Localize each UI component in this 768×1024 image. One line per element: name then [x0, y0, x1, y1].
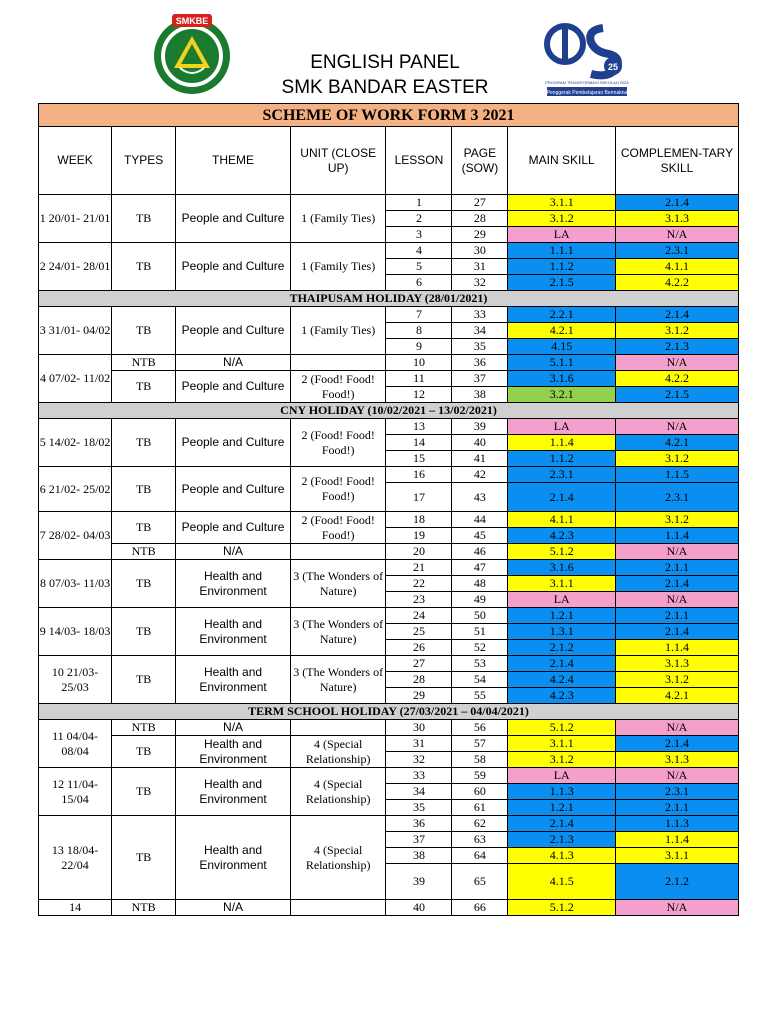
page-cell: 42: [452, 467, 508, 483]
page-cell: 57: [452, 736, 508, 752]
page-cell: 65: [452, 864, 508, 900]
main-skill-cell: 4.1.1: [508, 512, 616, 528]
lesson-cell: 32: [386, 752, 452, 768]
header-theme: THEME: [176, 127, 291, 195]
theme-cell: Health and Environment: [176, 560, 291, 608]
unit-cell: 3 (The Wonders of Nature): [290, 608, 386, 656]
page-cell: 50: [452, 608, 508, 624]
page-header: [0, 0, 768, 100]
comp-skill-cell: N/A: [616, 720, 739, 736]
type-cell: TB: [112, 816, 176, 900]
type-cell: NTB: [112, 720, 176, 736]
main-skill-cell: 3.2.1: [508, 387, 616, 403]
unit-cell: 3 (The Wonders of Nature): [290, 656, 386, 704]
main-skill-cell: 3.1.1: [508, 576, 616, 592]
week-cell: 5 14/02- 18/02: [39, 419, 112, 467]
main-skill-cell: 4.2.4: [508, 672, 616, 688]
comp-skill-cell: N/A: [616, 419, 739, 435]
main-skill-cell: 4.1.3: [508, 848, 616, 864]
type-cell: TB: [112, 419, 176, 467]
page-cell: 40: [452, 435, 508, 451]
lesson-cell: 17: [386, 483, 452, 512]
logo-banner: Penggerak Pembelajaran Bermakna: [546, 90, 628, 96]
main-skill-cell: 1.1.1: [508, 243, 616, 259]
main-skill-cell: 2.1.2: [508, 640, 616, 656]
lesson-cell: 34: [386, 784, 452, 800]
scheme-of-work-table: [38, 103, 739, 916]
main-skill-cell: 1.1.2: [508, 259, 616, 275]
logo-number: 25: [607, 62, 619, 72]
unit-cell: 1 (Family Ties): [290, 307, 386, 355]
unit-cell: [290, 720, 386, 736]
main-skill-cell: 4.1.5: [508, 864, 616, 900]
theme-cell: Health and Environment: [176, 608, 291, 656]
main-skill-cell: 4.15: [508, 339, 616, 355]
main-skill-cell: 1.1.4: [508, 435, 616, 451]
logo-caption: PROGRAM TRANSFORMASI SEKOLAH 2025: [545, 80, 629, 85]
comp-skill-cell: N/A: [616, 900, 739, 916]
unit-cell: 2 (Food! Food! Food!): [290, 467, 386, 512]
type-cell: TB: [112, 768, 176, 816]
type-cell: TB: [112, 307, 176, 355]
comp-skill-cell: 3.1.3: [616, 211, 739, 227]
main-skill-cell: 1.1.3: [508, 784, 616, 800]
page-cell: 34: [452, 323, 508, 339]
lesson-cell: 2: [386, 211, 452, 227]
comp-skill-cell: N/A: [616, 227, 739, 243]
week-cell: 3 31/01- 04/02: [39, 307, 112, 355]
comp-skill-cell: 1.1.4: [616, 832, 739, 848]
comp-skill-cell: 2.1.1: [616, 800, 739, 816]
header-comp-skill: COMPLEMEN-TARY SKILL: [616, 127, 739, 195]
header-main-skill: MAIN SKILL: [508, 127, 616, 195]
page-cell: 39: [452, 419, 508, 435]
page-cell: 55: [452, 688, 508, 704]
main-skill-cell: 2.3.1: [508, 467, 616, 483]
comp-skill-cell: 1.1.3: [616, 816, 739, 832]
theme-cell: N/A: [176, 544, 291, 560]
lesson-cell: 38: [386, 848, 452, 864]
main-skill-cell: LA: [508, 592, 616, 608]
comp-skill-cell: 2.3.1: [616, 243, 739, 259]
page-cell: 33: [452, 307, 508, 323]
type-cell: TB: [112, 560, 176, 608]
main-skill-cell: 5.1.2: [508, 900, 616, 916]
page-cell: 45: [452, 528, 508, 544]
lesson-cell: 7: [386, 307, 452, 323]
comp-skill-cell: 2.1.1: [616, 608, 739, 624]
holiday-row-thaipusam: THAIPUSAM HOLIDAY (28/01/2021): [39, 291, 739, 307]
week-cell: 10 21/03- 25/03: [39, 656, 112, 704]
lesson-cell: 4: [386, 243, 452, 259]
lesson-cell: 30: [386, 720, 452, 736]
main-skill-cell: 3.1.2: [508, 211, 616, 227]
week-cell: 14: [39, 900, 112, 916]
unit-cell: [290, 900, 386, 916]
type-cell: TB: [112, 467, 176, 512]
week-cell: 6 21/02- 25/02: [39, 467, 112, 512]
main-skill-cell: LA: [508, 227, 616, 243]
comp-skill-cell: 2.1.4: [616, 624, 739, 640]
theme-cell: People and Culture: [176, 307, 291, 355]
lesson-cell: 5: [386, 259, 452, 275]
main-skill-cell: LA: [508, 419, 616, 435]
comp-skill-cell: 2.1.5: [616, 387, 739, 403]
main-skill-cell: LA: [508, 768, 616, 784]
transformasi-logo: [543, 18, 631, 98]
main-skill-cell: 3.1.6: [508, 371, 616, 387]
unit-cell: 2 (Food! Food! Food!): [290, 419, 386, 467]
comp-skill-cell: 3.1.3: [616, 752, 739, 768]
page-cell: 46: [452, 544, 508, 560]
type-cell: TB: [112, 512, 176, 544]
header-lesson: LESSON: [386, 127, 452, 195]
page-cell: 59: [452, 768, 508, 784]
lesson-cell: 20: [386, 544, 452, 560]
main-skill-cell: 4.2.3: [508, 528, 616, 544]
page-cell: 54: [452, 672, 508, 688]
type-cell: NTB: [112, 355, 176, 371]
main-skill-cell: 4.2.3: [508, 688, 616, 704]
theme-cell: N/A: [176, 900, 291, 916]
comp-skill-cell: 3.1.2: [616, 451, 739, 467]
week-cell: 4 07/02- 11/02: [39, 355, 112, 403]
page-cell: 44: [452, 512, 508, 528]
page-cell: 47: [452, 560, 508, 576]
crest-lettering: SMKBE: [175, 16, 209, 26]
comp-skill-cell: 4.2.2: [616, 371, 739, 387]
theme-cell: People and Culture: [176, 467, 291, 512]
theme-cell: N/A: [176, 720, 291, 736]
main-skill-cell: 5.1.1: [508, 355, 616, 371]
comp-skill-cell: 2.3.1: [616, 784, 739, 800]
theme-cell: People and Culture: [176, 195, 291, 243]
week-cell: 1 20/01- 21/01: [39, 195, 112, 243]
page-cell: 28: [452, 211, 508, 227]
unit-cell: 4 (Special Relationship): [290, 736, 386, 768]
unit-cell: 4 (Special Relationship): [290, 768, 386, 816]
comp-skill-cell: 2.1.3: [616, 339, 739, 355]
type-cell: TB: [112, 736, 176, 768]
theme-cell: Health and Environment: [176, 768, 291, 816]
lesson-cell: 37: [386, 832, 452, 848]
main-skill-cell: 5.1.2: [508, 720, 616, 736]
lesson-cell: 21: [386, 560, 452, 576]
page-cell: 31: [452, 259, 508, 275]
comp-skill-cell: N/A: [616, 544, 739, 560]
main-skill-cell: 2.1.4: [508, 656, 616, 672]
lesson-cell: 29: [386, 688, 452, 704]
lesson-cell: 3: [386, 227, 452, 243]
comp-skill-cell: 3.1.1: [616, 848, 739, 864]
page-cell: 58: [452, 752, 508, 768]
unit-cell: 4 (Special Relationship): [290, 816, 386, 900]
week-cell: 7 28/02- 04/03: [39, 512, 112, 560]
type-cell: TB: [112, 371, 176, 403]
main-skill-cell: 4.2.1: [508, 323, 616, 339]
theme-cell: N/A: [176, 355, 291, 371]
theme-cell: Health and Environment: [176, 736, 291, 768]
page-cell: 48: [452, 576, 508, 592]
theme-cell: People and Culture: [176, 512, 291, 544]
page-cell: 30: [452, 243, 508, 259]
main-skill-cell: 3.1.6: [508, 560, 616, 576]
lesson-cell: 36: [386, 816, 452, 832]
lesson-cell: 19: [386, 528, 452, 544]
page-cell: 43: [452, 483, 508, 512]
holiday-row-term-break: TERM SCHOOL HOLIDAY (27/03/2021 – 04/04/2021): [39, 704, 739, 720]
week-cell: 9 14/03- 18/03: [39, 608, 112, 656]
type-cell: NTB: [112, 544, 176, 560]
page-cell: 61: [452, 800, 508, 816]
lesson-cell: 31: [386, 736, 452, 752]
comp-skill-cell: 3.1.2: [616, 672, 739, 688]
main-skill-cell: 2.1.4: [508, 483, 616, 512]
page-cell: 49: [452, 592, 508, 608]
main-skill-cell: 1.2.1: [508, 608, 616, 624]
page-cell: 37: [452, 371, 508, 387]
table-title: SCHEME OF WORK FORM 3 2021: [39, 104, 739, 127]
page-cell: 35: [452, 339, 508, 355]
comp-skill-cell: 3.1.2: [616, 512, 739, 528]
comp-skill-cell: 2.1.4: [616, 576, 739, 592]
page-cell: 36: [452, 355, 508, 371]
lesson-cell: 9: [386, 339, 452, 355]
week-cell: 12 11/04- 15/04: [39, 768, 112, 816]
comp-skill-cell: N/A: [616, 768, 739, 784]
lesson-cell: 33: [386, 768, 452, 784]
lesson-cell: 23: [386, 592, 452, 608]
type-cell: TB: [112, 656, 176, 704]
page-cell: 53: [452, 656, 508, 672]
main-skill-cell: 2.2.1: [508, 307, 616, 323]
page-cell: 41: [452, 451, 508, 467]
page-cell: 38: [452, 387, 508, 403]
header-unit: UNIT (CLOSE UP): [290, 127, 386, 195]
page-cell: 27: [452, 195, 508, 211]
lesson-cell: 11: [386, 371, 452, 387]
type-cell: TB: [112, 243, 176, 291]
lesson-cell: 18: [386, 512, 452, 528]
page-cell: 64: [452, 848, 508, 864]
panel-title-line1: ENGLISH PANEL: [310, 52, 460, 73]
page-cell: 51: [452, 624, 508, 640]
header-types: TYPES: [112, 127, 176, 195]
lesson-cell: 15: [386, 451, 452, 467]
lesson-cell: 26: [386, 640, 452, 656]
week-cell: 11 04/04- 08/04: [39, 720, 112, 768]
main-skill-cell: 1.3.1: [508, 624, 616, 640]
theme-cell: Health and Environment: [176, 816, 291, 900]
lesson-cell: 22: [386, 576, 452, 592]
lesson-cell: 8: [386, 323, 452, 339]
type-cell: TB: [112, 608, 176, 656]
theme-cell: People and Culture: [176, 419, 291, 467]
lesson-cell: 35: [386, 800, 452, 816]
panel-title: [250, 50, 520, 100]
comp-skill-cell: 1.1.4: [616, 640, 739, 656]
comp-skill-cell: 1.1.4: [616, 528, 739, 544]
main-skill-cell: 2.1.5: [508, 275, 616, 291]
comp-skill-cell: 4.2.2: [616, 275, 739, 291]
main-skill-cell: 3.1.2: [508, 752, 616, 768]
page-cell: 52: [452, 640, 508, 656]
unit-cell: 1 (Family Ties): [290, 243, 386, 291]
comp-skill-cell: 2.1.2: [616, 864, 739, 900]
page-cell: 29: [452, 227, 508, 243]
comp-skill-cell: 2.1.4: [616, 307, 739, 323]
type-cell: TB: [112, 195, 176, 243]
lesson-cell: 28: [386, 672, 452, 688]
comp-skill-cell: 2.3.1: [616, 483, 739, 512]
main-skill-cell: 5.1.2: [508, 544, 616, 560]
lesson-cell: 27: [386, 656, 452, 672]
unit-cell: 3 (The Wonders of Nature): [290, 560, 386, 608]
lesson-cell: 10: [386, 355, 452, 371]
page-cell: 60: [452, 784, 508, 800]
page-cell: 66: [452, 900, 508, 916]
header-page: PAGE (SOW): [452, 127, 508, 195]
type-cell: NTB: [112, 900, 176, 916]
main-skill-cell: 3.1.1: [508, 195, 616, 211]
page-cell: 56: [452, 720, 508, 736]
comp-skill-cell: 4.1.1: [616, 259, 739, 275]
unit-cell: 2 (Food! Food! Food!): [290, 512, 386, 544]
unit-cell: 2 (Food! Food! Food!): [290, 371, 386, 403]
comp-skill-cell: 4.2.1: [616, 688, 739, 704]
school-crest-logo: [150, 12, 234, 96]
main-skill-cell: 1.1.2: [508, 451, 616, 467]
theme-cell: People and Culture: [176, 243, 291, 291]
lesson-cell: 13: [386, 419, 452, 435]
unit-cell: 1 (Family Ties): [290, 195, 386, 243]
lesson-cell: 16: [386, 467, 452, 483]
lesson-cell: 1: [386, 195, 452, 211]
lesson-cell: 40: [386, 900, 452, 916]
theme-cell: People and Culture: [176, 371, 291, 403]
lesson-cell: 14: [386, 435, 452, 451]
holiday-row-cny: CNY HOLIDAY (10/02/2021 – 13/02/2021): [39, 403, 739, 419]
week-cell: 13 18/04- 22/04: [39, 816, 112, 900]
comp-skill-cell: 2.1.4: [616, 736, 739, 752]
lesson-cell: 25: [386, 624, 452, 640]
main-skill-cell: 2.1.4: [508, 816, 616, 832]
week-cell: 2 24/01- 28/01: [39, 243, 112, 291]
comp-skill-cell: 1.1.5: [616, 467, 739, 483]
unit-cell: [290, 355, 386, 371]
page-cell: 32: [452, 275, 508, 291]
lesson-cell: 6: [386, 275, 452, 291]
main-skill-cell: 2.1.3: [508, 832, 616, 848]
header-week: WEEK: [39, 127, 112, 195]
comp-skill-cell: 3.1.2: [616, 323, 739, 339]
theme-cell: Health and Environment: [176, 656, 291, 704]
unit-cell: [290, 544, 386, 560]
lesson-cell: 39: [386, 864, 452, 900]
main-skill-cell: 1.2.1: [508, 800, 616, 816]
week-cell: 8 07/03- 11/03: [39, 560, 112, 608]
panel-title-line2: SMK BANDAR EASTER: [281, 77, 489, 98]
comp-skill-cell: 2.1.1: [616, 560, 739, 576]
comp-skill-cell: N/A: [616, 592, 739, 608]
comp-skill-cell: 2.1.4: [616, 195, 739, 211]
lesson-cell: 12: [386, 387, 452, 403]
comp-skill-cell: 4.2.1: [616, 435, 739, 451]
page-cell: 63: [452, 832, 508, 848]
main-skill-cell: 3.1.1: [508, 736, 616, 752]
comp-skill-cell: N/A: [616, 355, 739, 371]
lesson-cell: 24: [386, 608, 452, 624]
comp-skill-cell: 3.1.3: [616, 656, 739, 672]
page-cell: 62: [452, 816, 508, 832]
